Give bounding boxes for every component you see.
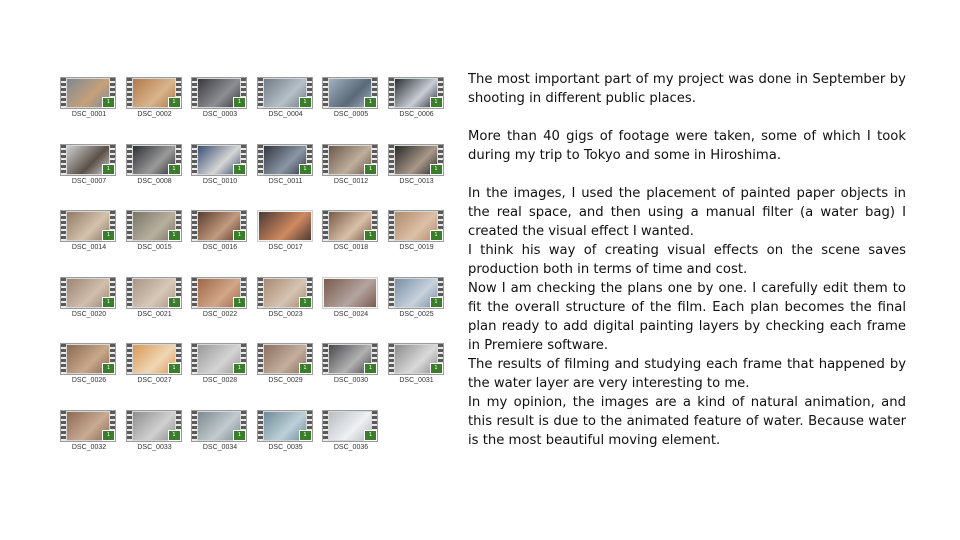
thumbnail-filename: DSC_0018 xyxy=(333,244,369,251)
video-frame-preview xyxy=(126,77,182,109)
thumbnail-filename: DSC_0035 xyxy=(268,443,303,451)
description-paragraph: More than 40 gigs of footage were taken, some of which I took during my trip to Tokyo and some in Hiroshima. xyxy=(468,129,906,163)
thumbnail-filename: DSC_0001 xyxy=(71,111,107,118)
video-file-badge-icon: 1 xyxy=(102,363,115,374)
video-file-badge-icon: 1 xyxy=(102,97,115,108)
video-file-badge-icon: 1 xyxy=(430,297,443,308)
video-file-badge-icon: 1 xyxy=(233,164,246,175)
film-perforation-icon xyxy=(192,411,197,441)
film-perforation-icon xyxy=(389,145,394,175)
video-thumbnail[interactable] xyxy=(60,341,118,387)
film-perforation-icon xyxy=(192,78,197,108)
video-thumbnail[interactable] xyxy=(60,275,118,321)
video-thumbnail[interactable] xyxy=(191,275,249,321)
video-file-badge-icon: 1 xyxy=(299,430,312,441)
film-perforation-icon xyxy=(192,145,197,175)
film-perforation-icon xyxy=(192,344,197,374)
video-thumbnail[interactable] xyxy=(388,75,446,121)
video-file-badge-icon: 1 xyxy=(299,297,312,308)
film-perforation-icon xyxy=(127,78,132,108)
film-perforation-icon xyxy=(61,78,66,108)
thumbnail-filename: DSC_0025 xyxy=(399,310,434,318)
video-frame-preview xyxy=(257,343,313,375)
thumbnail-filename: DSC_0013 xyxy=(399,177,434,185)
video-thumbnail[interactable] xyxy=(191,142,249,188)
video-thumbnail[interactable] xyxy=(191,341,249,387)
video-file-badge-icon: 1 xyxy=(233,363,246,374)
video-thumbnail[interactable] xyxy=(388,275,446,321)
video-file-badge-icon: 1 xyxy=(168,430,181,441)
thumbnail-filename: DSC_0008 xyxy=(137,177,172,185)
film-perforation-icon xyxy=(61,344,66,374)
video-frame-preview xyxy=(60,210,116,242)
video-frame-preview xyxy=(126,144,182,176)
video-frame-preview xyxy=(388,277,444,309)
video-file-badge-icon: 1 xyxy=(299,164,312,175)
thumbnail-filename: DSC_0006 xyxy=(399,111,434,118)
video-thumbnail-grid xyxy=(60,75,450,465)
video-thumbnail[interactable] xyxy=(60,208,118,254)
video-frame-preview xyxy=(322,210,378,242)
film-perforation-icon xyxy=(389,344,394,374)
video-thumbnail[interactable] xyxy=(257,408,315,454)
video-file-badge-icon: 1 xyxy=(430,164,443,175)
project-description xyxy=(468,70,906,450)
video-frame-preview xyxy=(322,277,378,309)
video-frame-preview xyxy=(191,343,247,375)
video-thumbnail[interactable] xyxy=(126,75,184,121)
film-perforation-icon xyxy=(258,344,263,374)
video-thumbnail[interactable] xyxy=(126,275,184,321)
video-file-badge-icon: 1 xyxy=(102,297,115,308)
video-thumbnail[interactable] xyxy=(126,142,184,188)
video-thumbnail[interactable] xyxy=(257,75,315,121)
thumbnail-filename: DSC_0029 xyxy=(268,377,303,384)
film-perforation-icon xyxy=(127,278,132,308)
thumbnail-filename: DSC_0005 xyxy=(333,111,369,118)
thumbnail-filename: DSC_0036 xyxy=(333,443,369,451)
video-file-badge-icon: 1 xyxy=(364,363,377,374)
video-frame-preview xyxy=(257,277,313,309)
video-file-badge-icon: 1 xyxy=(430,230,443,241)
film-perforation-icon xyxy=(192,211,197,241)
video-frame-preview xyxy=(322,343,378,375)
description-paragraph: I think his way of creating visual effects on the scene saves production both in terms of time and cost. xyxy=(468,243,906,277)
frame-image xyxy=(259,212,311,240)
video-thumbnail[interactable] xyxy=(322,208,380,254)
video-frame-preview xyxy=(60,144,116,176)
video-file-badge-icon: 1 xyxy=(102,164,115,175)
video-frame-preview xyxy=(191,77,247,109)
video-thumbnail[interactable] xyxy=(257,275,315,321)
video-file-badge-icon: 1 xyxy=(168,297,181,308)
video-file-badge-icon: 1 xyxy=(430,363,443,374)
video-frame-preview xyxy=(126,410,182,442)
video-frame-preview xyxy=(257,77,313,109)
video-thumbnail[interactable] xyxy=(191,408,249,454)
thumbnail-filename: DSC_0010 xyxy=(202,177,238,185)
video-thumbnail[interactable] xyxy=(322,142,380,188)
video-frame-preview xyxy=(60,277,116,309)
video-file-badge-icon: 1 xyxy=(102,230,115,241)
video-thumbnail[interactable] xyxy=(322,341,380,387)
video-thumbnail[interactable] xyxy=(60,408,118,454)
video-thumbnail[interactable] xyxy=(191,208,249,254)
film-perforation-icon xyxy=(323,211,328,241)
film-perforation-icon xyxy=(61,278,66,308)
video-frame-preview xyxy=(191,410,247,442)
video-thumbnail[interactable] xyxy=(388,142,446,188)
description-paragraph: The most important part of my project was done in September by shooting in different public places. xyxy=(468,72,906,106)
thumbnail-filename: DSC_0014 xyxy=(71,244,107,251)
video-thumbnail[interactable] xyxy=(257,341,315,387)
video-thumbnail[interactable] xyxy=(322,275,380,321)
thumbnail-filename: DSC_0022 xyxy=(202,310,238,318)
description-paragraph: Now I am checking the plans one by one. I carefully edit them to fit the overall structure of the film. Each plan becomes the final plan ready to add digital painting layers by checking each frame in Premiere software. xyxy=(468,281,906,353)
film-perforation-icon xyxy=(127,411,132,441)
video-thumbnail[interactable] xyxy=(191,75,249,121)
video-file-badge-icon: 1 xyxy=(168,164,181,175)
thumbnail-filename: DSC_0033 xyxy=(137,443,172,451)
video-frame-preview xyxy=(322,144,378,176)
video-thumbnail[interactable] xyxy=(60,75,118,121)
film-perforation-icon xyxy=(127,211,132,241)
thumbnail-filename: DSC_0024 xyxy=(333,310,369,318)
video-frame-preview xyxy=(257,144,313,176)
film-perforation-icon xyxy=(323,78,328,108)
description-paragraph: In my opinion, the images are a kind of natural animation, and this result is due to the animated feature of water. Because water is the most beautiful moving element. xyxy=(468,395,906,448)
video-frame-preview xyxy=(60,410,116,442)
video-frame-preview xyxy=(126,343,182,375)
video-file-badge-icon: 1 xyxy=(233,97,246,108)
video-file-badge-icon: 1 xyxy=(233,297,246,308)
film-perforation-icon xyxy=(258,278,263,308)
video-file-badge-icon: 1 xyxy=(168,97,181,108)
video-thumbnail[interactable] xyxy=(322,75,380,121)
film-perforation-icon xyxy=(258,145,263,175)
video-file-badge-icon: 1 xyxy=(364,164,377,175)
video-frame-preview xyxy=(388,77,444,109)
film-perforation-icon xyxy=(258,411,263,441)
video-thumbnail[interactable] xyxy=(60,142,118,188)
description-paragraph: The results of filming and studying each frame that happened by the water layer are very interesting to me. xyxy=(468,357,906,391)
thumbnail-filename: DSC_0034 xyxy=(202,443,238,451)
film-perforation-icon xyxy=(61,411,66,441)
film-perforation-icon xyxy=(61,211,66,241)
video-file-badge-icon: 1 xyxy=(364,97,377,108)
film-perforation-icon xyxy=(389,211,394,241)
video-file-badge-icon: 1 xyxy=(168,230,181,241)
video-file-badge-icon: 1 xyxy=(299,363,312,374)
video-frame-preview xyxy=(60,343,116,375)
video-thumbnail[interactable] xyxy=(126,208,184,254)
video-thumbnail[interactable] xyxy=(126,341,184,387)
thumbnail-filename: DSC_0016 xyxy=(202,244,238,251)
video-file-badge-icon: 1 xyxy=(233,230,246,241)
thumbnail-filename: DSC_0030 xyxy=(333,377,369,384)
thumbnail-filename: DSC_0017 xyxy=(268,244,303,251)
video-file-badge-icon: 1 xyxy=(102,430,115,441)
thumbnail-filename: DSC_0021 xyxy=(137,310,172,318)
video-frame-preview xyxy=(257,410,313,442)
thumbnail-filename: DSC_0028 xyxy=(202,377,238,384)
video-file-badge-icon: 1 xyxy=(430,97,443,108)
video-file-badge-icon: 1 xyxy=(299,97,312,108)
video-file-badge-icon: 1 xyxy=(233,430,246,441)
video-frame-preview xyxy=(126,210,182,242)
thumbnail-filename: DSC_0004 xyxy=(268,111,303,118)
video-frame-preview xyxy=(388,144,444,176)
video-frame-preview xyxy=(191,144,247,176)
video-thumbnail[interactable] xyxy=(322,408,380,454)
film-perforation-icon xyxy=(127,344,132,374)
thumbnail-filename: DSC_0031 xyxy=(399,377,434,384)
video-frame-preview xyxy=(191,210,247,242)
thumbnail-filename: DSC_0011 xyxy=(268,177,303,185)
video-frame-preview xyxy=(388,210,444,242)
thumbnail-filename: DSC_0019 xyxy=(399,244,434,251)
video-file-badge-icon: 1 xyxy=(168,363,181,374)
thumbnail-filename: DSC_0026 xyxy=(71,377,107,384)
video-frame-preview xyxy=(257,210,313,242)
video-file-badge-icon: 1 xyxy=(364,230,377,241)
film-perforation-icon xyxy=(389,78,394,108)
thumbnail-filename: DSC_0023 xyxy=(268,310,303,318)
thumbnail-filename: DSC_0012 xyxy=(333,177,369,185)
thumbnail-filename: DSC_0020 xyxy=(71,310,107,318)
film-perforation-icon xyxy=(323,344,328,374)
video-thumbnail[interactable] xyxy=(388,208,446,254)
film-perforation-icon xyxy=(127,145,132,175)
thumbnail-filename: DSC_0027 xyxy=(137,377,172,384)
film-perforation-icon xyxy=(323,145,328,175)
thumbnail-filename: DSC_0032 xyxy=(71,443,107,451)
video-thumbnail[interactable] xyxy=(126,408,184,454)
description-paragraph: In the images, I used the placement of painted paper objects in the real space, and then using a manual filter (a water bag) I created the visual effect I wanted. xyxy=(468,186,906,239)
film-perforation-icon xyxy=(323,411,328,441)
video-file-badge-icon: 1 xyxy=(364,430,377,441)
video-frame-preview xyxy=(322,410,378,442)
thumbnail-filename: DSC_0002 xyxy=(137,111,172,118)
video-thumbnail[interactable] xyxy=(257,208,315,254)
film-perforation-icon xyxy=(192,278,197,308)
film-perforation-icon xyxy=(389,278,394,308)
thumbnail-filename: DSC_0003 xyxy=(202,111,238,118)
thumbnail-filename: DSC_0007 xyxy=(71,177,107,185)
thumbnail-filename: DSC_0015 xyxy=(137,244,172,251)
video-frame-preview xyxy=(322,77,378,109)
film-perforation-icon xyxy=(258,78,263,108)
video-frame-preview xyxy=(126,277,182,309)
video-frame-preview xyxy=(388,343,444,375)
video-frame-preview xyxy=(191,277,247,309)
video-thumbnail[interactable] xyxy=(388,341,446,387)
film-perforation-icon xyxy=(61,145,66,175)
video-thumbnail[interactable] xyxy=(257,142,315,188)
frame-image xyxy=(324,279,376,307)
video-frame-preview xyxy=(60,77,116,109)
